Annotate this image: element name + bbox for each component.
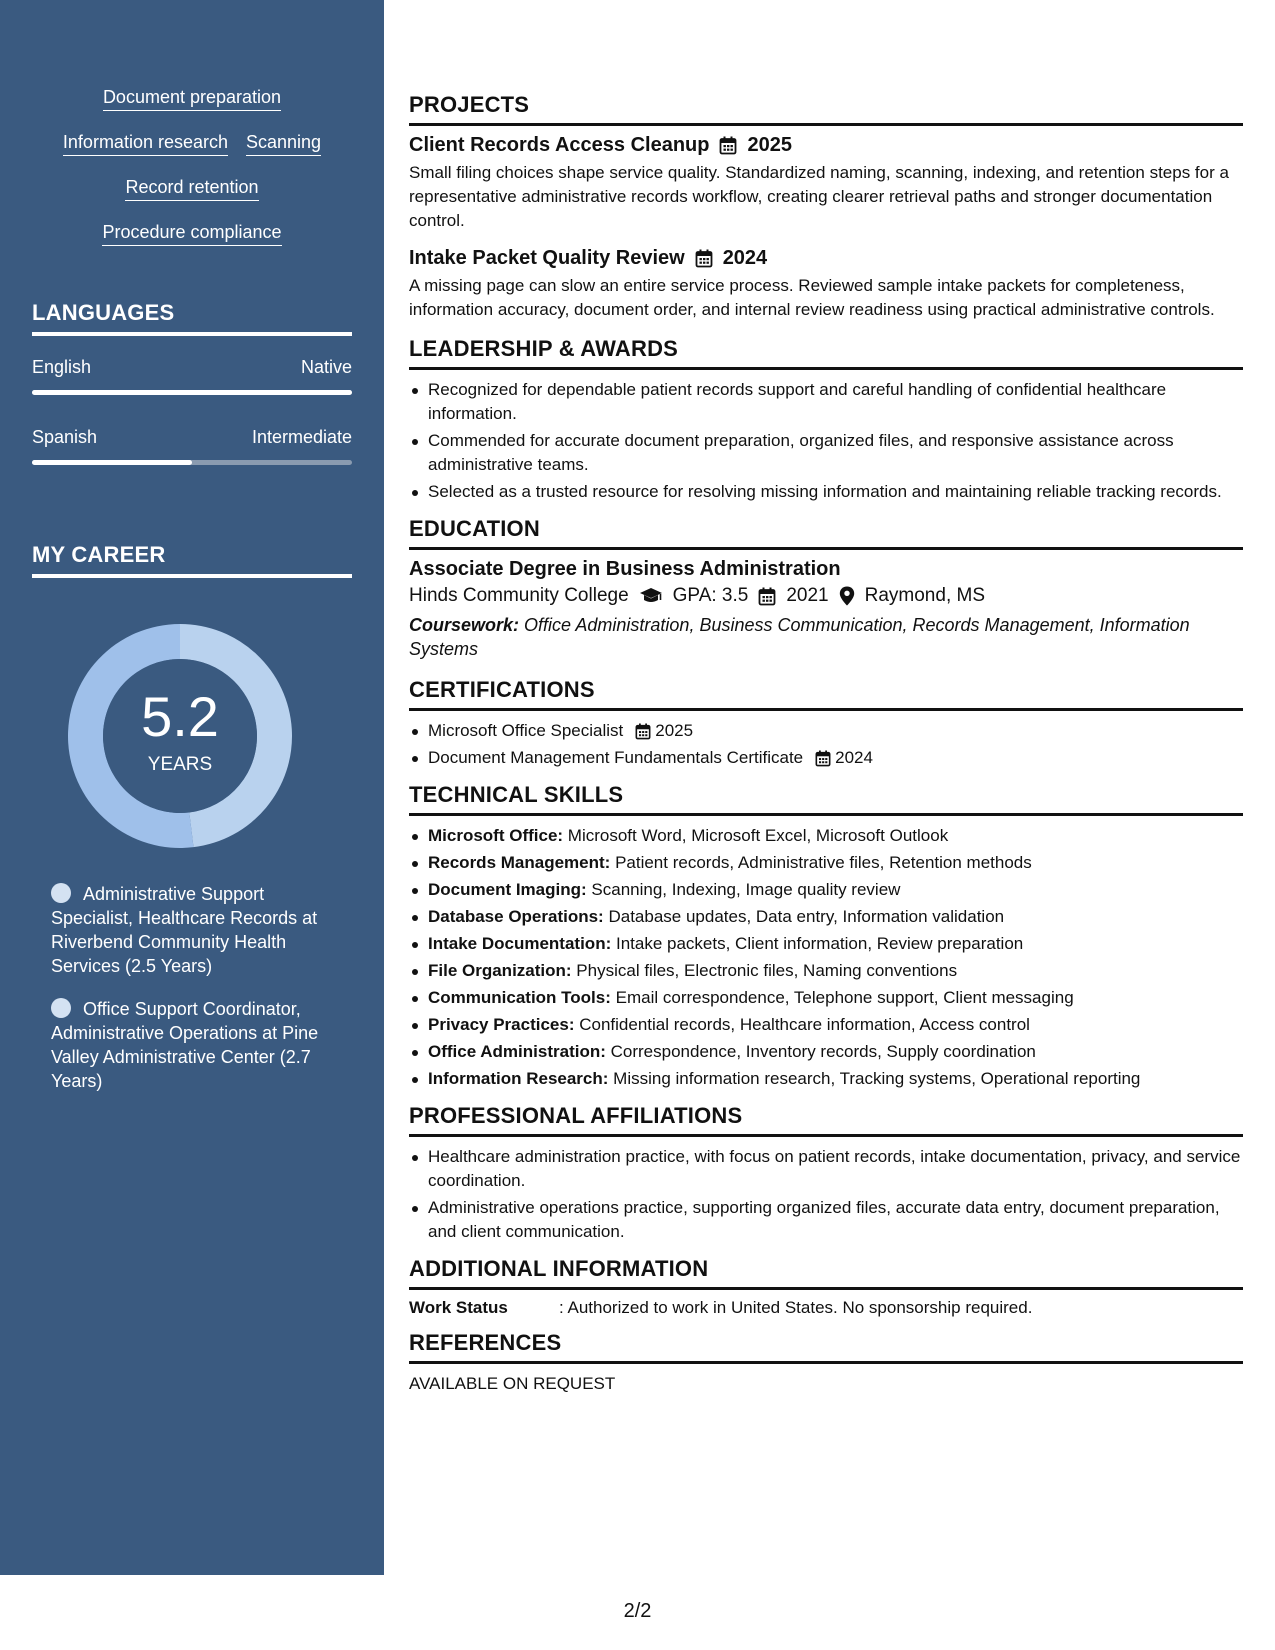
career-dot-icon	[51, 883, 71, 903]
skill-tag: Procedure compliance	[102, 221, 281, 246]
language-item	[32, 357, 352, 395]
career-text: Office Support Coordinator, Administrative Operations at Pine Valley Administrative Center (2.7 Years)	[51, 999, 319, 1091]
skill-category: Document Imaging:	[428, 880, 587, 899]
award-item: Recognized for dependable patient records support and careful handling of confidential healthcare information.	[409, 378, 1243, 426]
work-status-label: Work Status	[409, 1298, 508, 1317]
skill-values: Database updates, Data entry, Information validation	[608, 907, 1005, 926]
additional-info-heading: ADDITIONAL INFORMATION	[409, 1256, 1243, 1290]
affiliation-item: Administrative operations practice, supporting organized files, accurate data entry, document preparation, and client communication.	[409, 1196, 1243, 1244]
projects-list	[409, 134, 1243, 322]
sidebar	[0, 0, 384, 1575]
technical-skill-item	[409, 851, 1243, 875]
career-heading: MY CAREER	[32, 542, 352, 578]
school-name: Hinds Community College	[409, 585, 629, 606]
skill-category: Privacy Practices:	[428, 1015, 575, 1034]
skill-values: Confidential records, Healthcare information, Access control	[579, 1015, 1030, 1034]
skill-row	[30, 221, 354, 266]
language-bar-track	[32, 460, 352, 465]
certification-year: 2024	[835, 748, 873, 767]
career-dot-icon	[51, 998, 71, 1018]
leadership-heading: LEADERSHIP & AWARDS	[409, 336, 1243, 370]
calendar-icon	[635, 723, 651, 740]
coursework	[409, 613, 1243, 661]
school-location: Raymond, MS	[864, 585, 985, 606]
skill-values: Scanning, Indexing, Image quality review	[591, 880, 901, 899]
skill-row	[30, 86, 354, 131]
technical-skill-item	[409, 1067, 1243, 1091]
project-title-row	[409, 134, 1243, 157]
calendar-icon	[719, 136, 737, 155]
technical-skill-item	[409, 959, 1243, 983]
leadership-list	[409, 378, 1243, 504]
references-text: AVAILABLE ON REQUEST	[409, 1374, 616, 1393]
skill-values: Correspondence, Inventory records, Supply coordination	[610, 1042, 1036, 1061]
career-years-label: YEARS	[147, 754, 213, 775]
education-heading: EDUCATION	[409, 516, 1243, 550]
language-name: English	[32, 357, 92, 377]
coursework-list: Office Administration, Business Communication, Records Management, Information Systems	[409, 615, 1190, 659]
gpa: GPA: 3.5	[672, 585, 749, 606]
career-list	[51, 882, 341, 1112]
project-description: A missing page can slow an entire service process. Reviewed sample intake packets for completeness, information accuracy, document order, and internal review readiness using practical administrative controls.	[409, 276, 1215, 319]
affiliations-heading: PROFESSIONAL AFFILIATIONS	[409, 1103, 1243, 1137]
graduation-cap-icon	[639, 587, 663, 605]
skill-tag: Record retention	[125, 176, 258, 201]
career-item	[51, 997, 341, 1093]
language-bar-track	[32, 390, 352, 395]
skill-category: Intake Documentation:	[428, 934, 612, 953]
technical-skill-item	[409, 932, 1243, 956]
languages-heading: LANGUAGES	[32, 300, 352, 336]
project-title-row	[409, 247, 1243, 270]
skill-tag: Scanning	[246, 131, 321, 156]
skills-cloud	[30, 86, 354, 266]
technical-skill-item	[409, 986, 1243, 1010]
certification-name: Document Management Fundamentals Certificate	[428, 748, 804, 767]
certification-name: Microsoft Office Specialist	[428, 721, 624, 740]
career-text: Administrative Support Specialist, Healthcare Records at Riverbend Community Health Services (2.5 Years)	[51, 884, 318, 976]
education-section	[409, 516, 1243, 661]
additional-info-section	[409, 1256, 1243, 1318]
skill-values: Physical files, Electronic files, Naming conventions	[576, 961, 958, 980]
affiliation-item: Healthcare administration practice, with focus on patient records, intake documentation, privacy, and service coordination.	[409, 1145, 1243, 1193]
career-item	[51, 882, 341, 978]
projects-section	[409, 92, 1243, 322]
skill-values: Microsoft Word, Microsoft Excel, Microsoft Outlook	[567, 826, 949, 845]
career-donut-chart	[66, 622, 294, 850]
skill-tag: Document preparation	[103, 86, 281, 111]
skill-category: Records Management:	[428, 853, 611, 872]
award-item: Commended for accurate document preparation, organized files, and responsive assistance across administrative teams.	[409, 429, 1243, 477]
language-line	[32, 427, 352, 448]
skill-tag: Information research	[63, 131, 228, 156]
award-item: Selected as a trusted resource for resolving missing information and maintaining reliable tracking records.	[409, 480, 1243, 504]
graduation-year: 2021	[786, 585, 829, 606]
main-content	[409, 92, 1243, 1410]
skill-row	[30, 131, 354, 176]
project-year: 2024	[722, 247, 768, 269]
technical-skill-item	[409, 878, 1243, 902]
language-level: Intermediate	[251, 427, 352, 447]
skill-category: Communication Tools:	[428, 988, 611, 1007]
skill-values: Missing information research, Tracking systems, Operational reporting	[613, 1069, 1141, 1088]
degree-title: Associate Degree in Business Administration	[409, 558, 841, 580]
certification-year: 2025	[655, 721, 694, 740]
skill-category: Database Operations:	[428, 907, 604, 926]
technical-skill-item	[409, 1040, 1243, 1064]
affiliations-list	[409, 1145, 1243, 1244]
language-bar-fill	[32, 460, 192, 465]
skill-category: Microsoft Office:	[428, 826, 564, 845]
project-description: Small filing choices shape service quality. Standardized naming, scanning, indexing, and retention steps for a representative administrative records workflow, creating clearer retrieval paths and stronger documentation control.	[409, 163, 1229, 230]
technical-skills-heading: TECHNICAL SKILLS	[409, 782, 1243, 816]
project-year: 2025	[747, 134, 792, 156]
references-section	[409, 1330, 1243, 1396]
skill-values: Intake packets, Client information, Review preparation	[615, 934, 1024, 953]
work-status-value: : Authorized to work in United States. No sponsorship required.	[559, 1298, 1033, 1317]
calendar-icon	[695, 249, 713, 268]
skill-category: Office Administration:	[428, 1042, 606, 1061]
technical-skills-section	[409, 782, 1243, 1091]
calendar-icon	[815, 750, 831, 767]
project-title: Client Records Access Cleanup	[409, 134, 710, 156]
technical-skill-item	[409, 905, 1243, 929]
language-item	[32, 427, 352, 465]
location-pin-icon	[839, 586, 855, 606]
skill-category: Information Research:	[428, 1069, 609, 1088]
coursework-label: Coursework:	[409, 615, 520, 635]
leadership-section	[409, 336, 1243, 504]
technical-skill-item	[409, 824, 1243, 848]
certifications-heading: CERTIFICATIONS	[409, 677, 1243, 711]
affiliations-section	[409, 1103, 1243, 1244]
skill-row	[30, 176, 354, 221]
certifications-section	[409, 677, 1243, 770]
work-status-row	[409, 1298, 1243, 1318]
certification-item	[409, 719, 1243, 743]
skill-values: Email correspondence, Telephone support, Client messaging	[615, 988, 1074, 1007]
certification-item	[409, 746, 1243, 770]
language-line	[32, 357, 352, 378]
education-meta	[409, 585, 1243, 607]
project-title: Intake Packet Quality Review	[409, 247, 685, 269]
language-bar-fill	[32, 390, 352, 395]
certifications-list	[409, 719, 1243, 770]
career-total-years: 5.2	[141, 685, 219, 748]
language-level: Native	[300, 357, 352, 377]
page-number: 2/2	[623, 1600, 652, 1622]
skill-values: Patient records, Administrative files, Retention methods	[615, 853, 1032, 872]
skill-category: File Organization:	[428, 961, 572, 980]
references-heading: REFERENCES	[409, 1330, 1243, 1364]
technical-skill-item	[409, 1013, 1243, 1037]
technical-skills-list	[409, 824, 1243, 1091]
language-name: Spanish	[32, 427, 98, 447]
calendar-icon	[758, 587, 776, 606]
projects-heading: PROJECTS	[409, 92, 1243, 126]
